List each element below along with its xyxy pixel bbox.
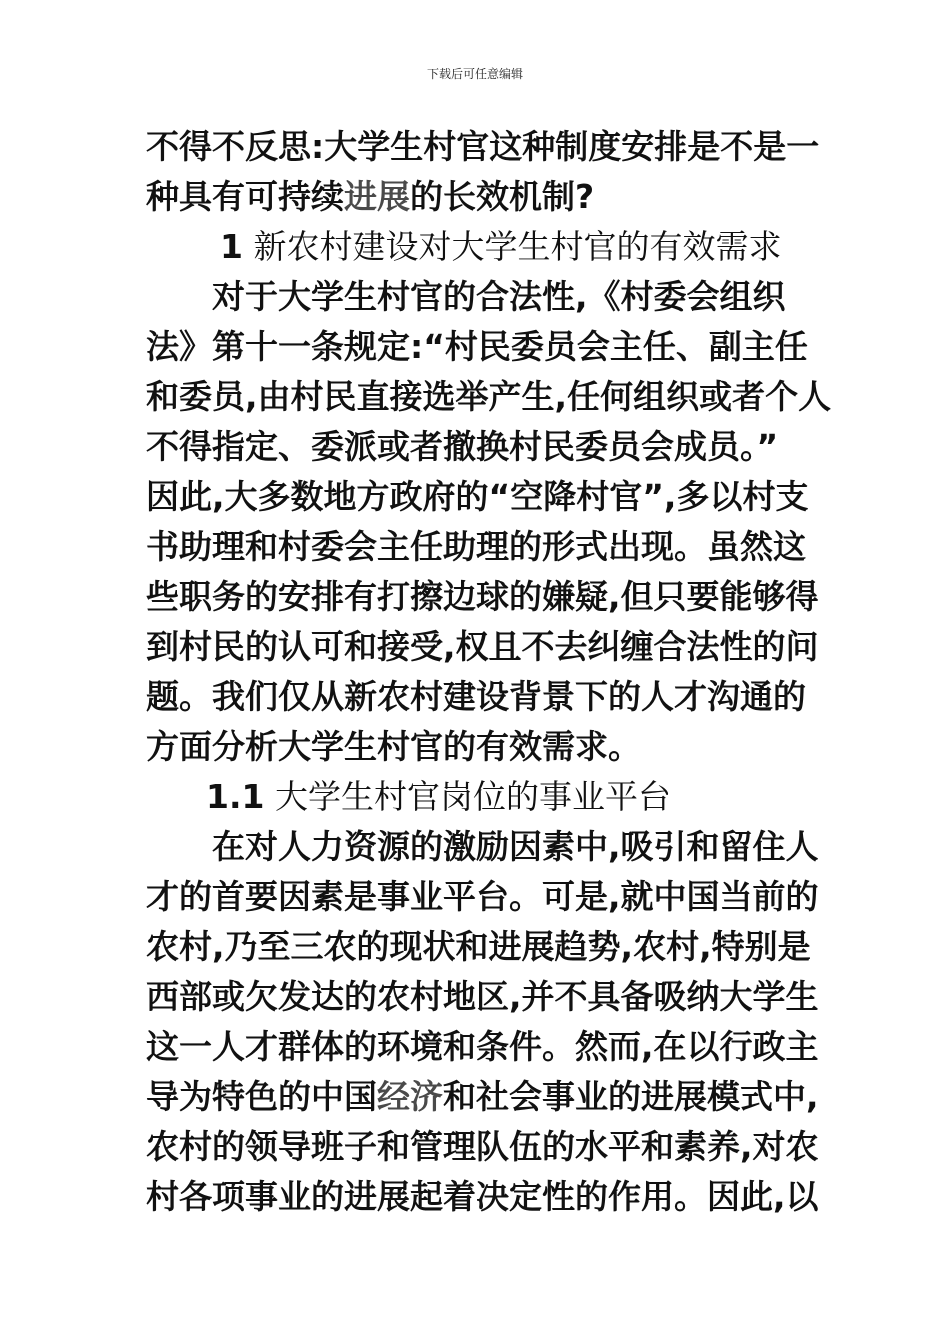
text-segment-highlight: 经济 [377,1077,443,1116]
heading-number: 1 [220,227,243,266]
text-segment-highlight: 进展 [344,177,410,216]
text-segment: 和社会事业的进展模式中, [443,1077,819,1116]
paragraph-line: 才的首要因素是事业平台。可是,就中国当前的 [146,877,819,916]
paragraph-line: 些职务的安排有打擦边球的嫌疑,但只要能够得 [146,577,819,616]
paragraph-line: 农村,乃至三农的现状和进展趋势,农村,特别是 [146,927,811,966]
paragraph-line: 这一人才群体的环境和条件。然而,在以行政主 [146,1027,819,1066]
paragraph-line: 不得不反思:大学生村官这种制度安排是不是一 [146,127,820,166]
heading-number: 1.1 [206,777,265,816]
heading-text: 大学生村官岗位的事业平台 [264,777,671,816]
paragraph-line: 在对人力资源的激励因素中,吸引和留住人 [212,827,819,866]
text-segment: 的长效机制? [410,177,595,216]
paragraph-line: 方面分析大学生村官的有效需求。 [146,727,641,766]
section-heading-1-1 [146,772,816,822]
paragraph-line [146,1072,819,1122]
paragraph-line: 村各项事业的进展起着决定性的作用。因此,以 [146,1177,819,1216]
text-segment: 导为特色的中国 [146,1077,377,1116]
paragraph-line: 题。我们仅从新农村建设背景下的人才沟通的 [146,677,806,716]
paragraph-line: 到村民的认可和接受,权且不去纠缠合法性的问 [146,627,819,666]
paragraph-line [146,172,816,222]
paragraph-line: 因此,大多数地方政府的“空降村官”,多以村支 [146,477,809,516]
paragraph-line: 对于大学生村官的合法性,《村委会组织 [212,277,786,316]
paragraph-line: 西部或欠发达的农村地区,并不具备吸纳大学生 [146,977,819,1016]
heading-text: 新农村建设对大学生村官的有效需求 [242,227,782,266]
text-segment: 种具有可持续 [146,177,344,216]
document-body [146,122,832,1222]
paragraph-line: 农村的领导班子和管理队伍的水平和素养,对农 [146,1127,819,1166]
paragraph-line: 书助理和村委会主任助理的形式出现。虽然这 [146,527,806,566]
page-header: 下载后可任意编辑 [426,67,523,81]
section-heading-1 [146,222,816,272]
paragraph-line: 法》第十一条规定:“村民委员会主任、副主任 [146,327,808,366]
paragraph-line: 和委员,由村民直接选举产生,任何组织或者个人 [146,377,832,416]
paragraph-line: 不得指定、委派或者撤换村民委员会成员。” [146,427,779,466]
